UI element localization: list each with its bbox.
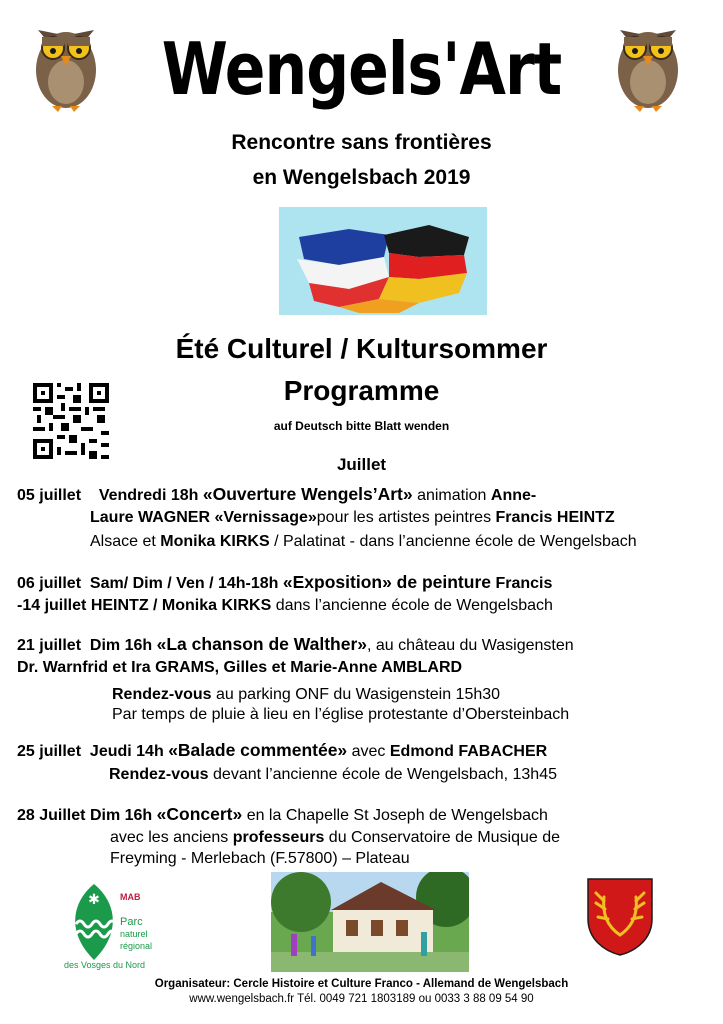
parc-naturel-logo (64, 880, 174, 972)
owl-right-icon (610, 10, 686, 114)
event-2-line-2: -14 juillet HEINTZ / Monika KIRKS dans l’ancienne école de Wengelsbach (17, 597, 553, 614)
event-4-line-2: Rendez-vous devant l’ancienne école de Wengelsbach, 13h45 (109, 766, 557, 783)
program-heading: Été Culturel / Kultursommer (175, 333, 548, 364)
event-5-line-3: Freyming - Merlebach (F.57800) – Plateau (110, 850, 410, 867)
event-5-line-1: 28 Juillet Dim 16h «Concert» en la Chapelle St Joseph de Wengelsbach (17, 804, 548, 824)
program-subheading: Programme (283, 375, 440, 406)
mab-label: MAB (120, 892, 141, 902)
parc-text: Parc naturel régional (120, 916, 153, 951)
event-3-line-4: Par temps de pluie à lieu en l’église protestante d’Obersteinbach (112, 706, 570, 723)
event-2-line-1: 06 juillet Sam/ Dim / Ven / 14h-18h «Exposition» de peinture Francis (17, 572, 553, 592)
organizer-line: Organisateur: Cercle Histoire et Culture Franco - Allemand de Wengelsbach (154, 978, 569, 990)
event-1-line-1: 05 juillet Vendredi 18h «Ouverture Wengels’Art» animation Anne- (17, 484, 537, 504)
contact-line: www.wengelsbach.fr Tél. 0049 721 1803189 ou 0033 3 88 09 54 90 (189, 993, 534, 1005)
event-5-line-2: avec les anciens professeurs du Conservatoire de Musique de (110, 829, 561, 846)
event-1-line-2: Laure WAGNER «Vernissage»pour les artistes peintres Francis HEINTZ (90, 509, 615, 526)
event-4-line-1: 25 juillet Jeudi 14h «Balade commentée» avec Edmond FABACHER (17, 740, 548, 760)
subtitle-line-2: en Wengelsbach 2019 (252, 166, 471, 189)
parc-region: des Vosges du Nord (64, 960, 146, 970)
coat-of-arms-icon (586, 877, 654, 957)
owl-left-icon (28, 10, 104, 114)
handshake-flags-image (279, 207, 487, 315)
parc-leaf-icon (64, 882, 124, 962)
svg-text:✱: ✱ (88, 892, 100, 908)
event-1-line-3: Alsace et Monika KIRKS / Palatinat - dans l’ancienne école de Wengelsbach (90, 533, 637, 550)
qr-code-icon[interactable] (33, 383, 109, 459)
event-3-line-1: 21 juillet Dim 16h «La chanson de Walther», au château du Wasigensten (17, 634, 574, 654)
subtitle-line-1: Rencontre sans frontières (231, 131, 492, 154)
german-note: auf Deutsch bitte Blatt wenden (273, 419, 450, 433)
village-school-photo (271, 872, 469, 972)
poster-title: Wengels'Art (161, 28, 562, 112)
event-3-line-3: Rendez-vous au parking ONF du Wasigenstein 15h30 (112, 686, 501, 703)
event-3-line-2: Dr. Warnfrid et Ira GRAMS, Gilles et Marie-Anne AMBLARD (17, 659, 463, 676)
month-heading: Juillet (336, 455, 387, 474)
